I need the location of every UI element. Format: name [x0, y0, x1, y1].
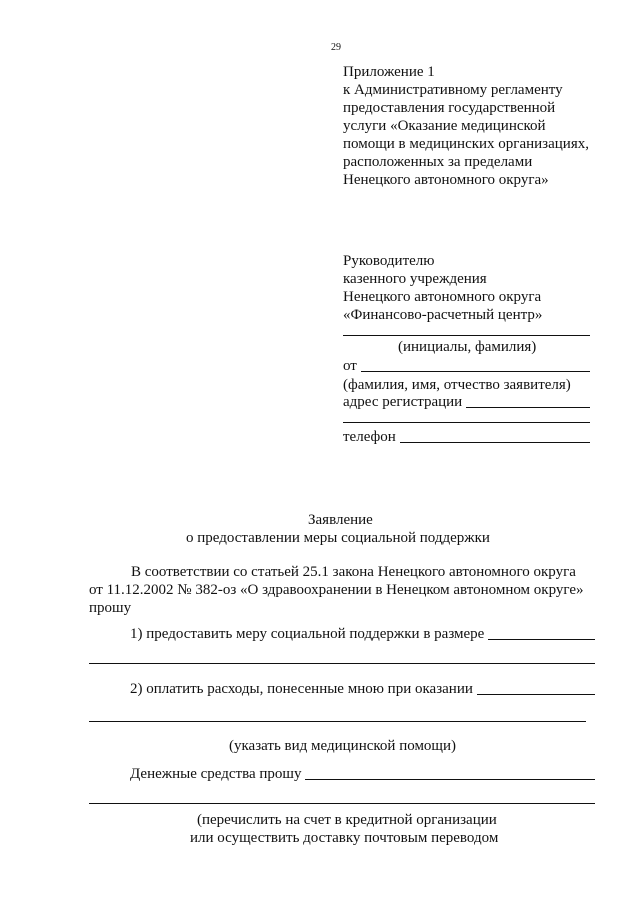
appendix-line: услуги «Оказание медицинской: [343, 118, 546, 134]
appendix-line: расположенных за пределами: [343, 154, 533, 170]
item-1-input-line[interactable]: [488, 639, 595, 640]
item-1-continuation-line[interactable]: [89, 663, 595, 664]
addressee-line: Руководителю: [343, 253, 435, 269]
appendix-line: предоставления государственной: [343, 100, 556, 116]
money-input-line[interactable]: [305, 779, 595, 780]
money-continuation-line[interactable]: [89, 803, 595, 804]
phone-label: телефон: [343, 429, 396, 445]
address-continuation-line[interactable]: [343, 422, 590, 423]
phone-input-line[interactable]: [400, 442, 590, 443]
intro-line-2: от 11.12.2002 № 382-оз «О здравоохранении в Ненецком автономном округе»: [89, 582, 584, 598]
from-label: от: [343, 358, 357, 374]
address-label: адрес регистрации: [343, 394, 463, 410]
money-label: Денежные средства прошу: [130, 766, 302, 782]
from-input-line[interactable]: [361, 371, 590, 372]
address-input-line[interactable]: [466, 407, 590, 408]
addressee-line: казенного учреждения: [343, 271, 487, 287]
addressee-line: Ненецкого автономного округа: [343, 289, 542, 305]
appendix-line: помощи в медицинских организациях,: [343, 136, 589, 152]
item-2-label: 2) оплатить расходы, понесенные мною при оказании: [130, 681, 473, 697]
item-1-label: 1) предоставить меру социальной поддержки в размере: [130, 626, 485, 642]
page-number: 29: [331, 42, 341, 53]
applicant-caption: (фамилия, имя, отчество заявителя): [343, 377, 571, 393]
transfer-caption-line-2: или осуществить доставку почтовым переводом: [190, 830, 499, 846]
item-2-continuation-line[interactable]: [89, 721, 586, 722]
appendix-line: Ненецкого автономного округа»: [343, 172, 549, 188]
item-2-field[interactable]: [130, 680, 595, 699]
transfer-caption-line-1: (перечислить на счет в кредитной организации: [197, 812, 497, 828]
addressee-name-line[interactable]: [343, 335, 590, 336]
phone-field[interactable]: [343, 428, 590, 447]
from-field[interactable]: [343, 357, 590, 376]
statement-subtitle: о предоставлении меры социальной поддержки: [186, 530, 490, 546]
appendix-line: к Административному регламенту: [343, 82, 563, 98]
medical-help-caption: (указать вид медицинской помощи): [229, 738, 457, 754]
address-field[interactable]: [343, 393, 590, 412]
item-1-field[interactable]: [130, 625, 595, 644]
item-2-input-line[interactable]: [477, 694, 595, 695]
addressee-block: [343, 252, 542, 324]
intro-line-3: прошу: [89, 600, 132, 616]
appendix-line: Приложение 1: [343, 64, 435, 80]
intro-line-1: В соответствии со статьей 25.1 закона Ненецкого автономного округа: [131, 564, 576, 580]
money-field[interactable]: [130, 765, 595, 784]
initials-caption: (инициалы, фамилия): [398, 339, 537, 355]
statement-title: Заявление: [308, 512, 373, 528]
addressee-line: «Финансово-расчетный центр»: [343, 307, 543, 323]
appendix-block: [343, 63, 589, 189]
